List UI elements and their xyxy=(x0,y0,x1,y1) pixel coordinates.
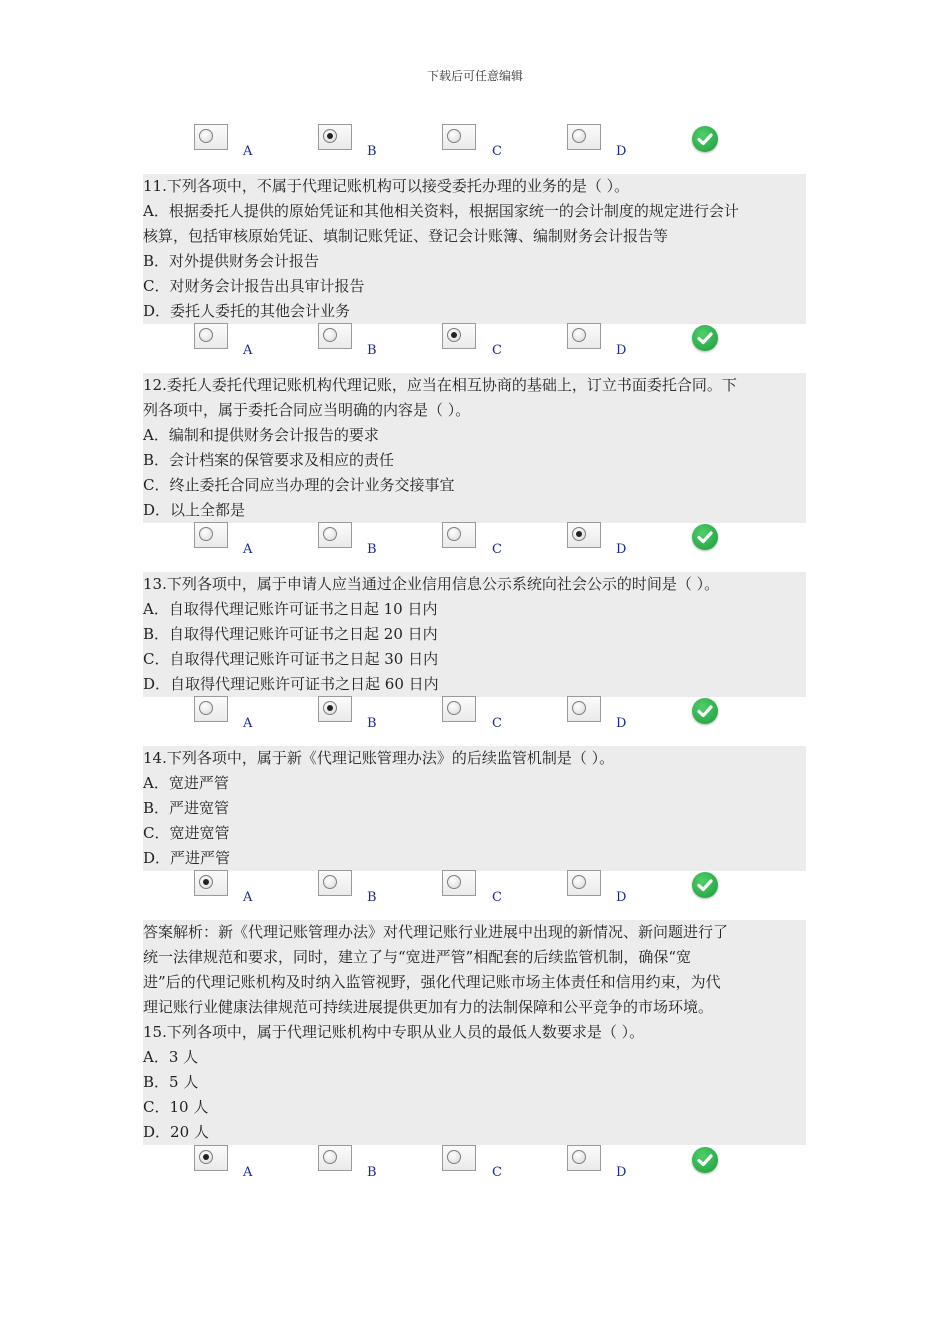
option-c-radio-box[interactable] xyxy=(442,323,476,349)
radio-button-icon[interactable] xyxy=(572,129,586,143)
explanation-text: 统一法律规范和要求，同时，建立了与“宽进严管”相配套的后续监管机制，确保“宽 xyxy=(143,948,692,966)
option-letter: D xyxy=(616,890,627,905)
option-letter: A xyxy=(243,343,253,358)
option-text: A．自取得代理记账许可证书之日起 10 日内 xyxy=(143,600,438,618)
radio-button-icon[interactable] xyxy=(199,875,213,889)
option-letter: D xyxy=(616,716,627,731)
option-a-radio-box[interactable] xyxy=(194,1145,228,1171)
option-text: B．对外提供财务会计报告 xyxy=(143,252,320,270)
option-letter: B xyxy=(367,144,377,159)
option-letter: D xyxy=(616,343,627,358)
option-letter: D xyxy=(616,1165,627,1180)
option-a-radio-box[interactable] xyxy=(194,870,228,896)
option-text: D．自取得代理记账许可证书之日起 60 日内 xyxy=(143,675,439,693)
option-b-radio-box[interactable] xyxy=(318,522,352,548)
radio-button-icon[interactable] xyxy=(323,875,337,889)
radio-button-icon[interactable] xyxy=(572,328,586,342)
option-letter: B xyxy=(367,1165,377,1180)
option-text: A．根据委托人提供的原始凭证和其他相关资料，根据国家统一的会计制度的规定进行会计 xyxy=(143,202,739,220)
radio-button-icon[interactable] xyxy=(572,1150,586,1164)
option-letter: A xyxy=(243,716,253,731)
option-c-radio-box[interactable] xyxy=(442,870,476,896)
explanation-text: 理记账行业健康法律规范可持续进展提供更加有力的法制保障和公平竞争的市场环境。 xyxy=(143,998,714,1016)
option-text: A．3 人 xyxy=(143,1048,199,1066)
option-letter: C xyxy=(492,343,502,358)
option-letter: A xyxy=(243,144,253,159)
check-circle-icon xyxy=(692,126,718,152)
option-a-radio-box[interactable] xyxy=(194,323,228,349)
radio-button-icon[interactable] xyxy=(323,328,337,342)
check-circle-icon xyxy=(692,698,718,724)
option-text: D．20 人 xyxy=(143,1123,209,1141)
option-letter: D xyxy=(616,144,627,159)
radio-button-icon[interactable] xyxy=(447,701,461,715)
radio-button-icon[interactable] xyxy=(199,129,213,143)
option-letter: B xyxy=(367,542,377,557)
check-circle-icon xyxy=(692,872,718,898)
question-text: 15.下列各项中，属于代理记账机构中专职从业人员的最低人数要求是（ ）。 xyxy=(143,1023,645,1041)
option-b-radio-box[interactable] xyxy=(318,124,352,150)
option-letter: C xyxy=(492,144,502,159)
radio-button-icon[interactable] xyxy=(447,527,461,541)
option-b-radio-box[interactable] xyxy=(318,870,352,896)
option-letter: A xyxy=(243,1165,253,1180)
option-text: C．宽进宽管 xyxy=(143,824,230,842)
option-text: C．终止委托合同应当办理的会计业务交接事宜 xyxy=(143,476,455,494)
option-text: A．编制和提供财务会计报告的要求 xyxy=(143,426,379,444)
option-d-radio-box[interactable] xyxy=(567,522,601,548)
option-d-radio-box[interactable] xyxy=(567,870,601,896)
option-c-radio-box[interactable] xyxy=(442,522,476,548)
page-header: 下载后可任意编辑 xyxy=(426,69,523,83)
question-14 xyxy=(143,746,806,871)
radio-button-icon[interactable] xyxy=(447,129,461,143)
option-text: B．5 人 xyxy=(143,1073,199,1091)
option-text: C．对财务会计报告出具审计报告 xyxy=(143,277,365,295)
option-letter: A xyxy=(243,890,253,905)
radio-button-icon[interactable] xyxy=(323,1150,337,1164)
option-letter: B xyxy=(367,343,377,358)
option-text: B．严进宽管 xyxy=(143,799,230,817)
answer-row xyxy=(143,870,806,920)
radio-button-icon[interactable] xyxy=(199,1150,213,1164)
radio-button-icon[interactable] xyxy=(323,129,337,143)
radio-button-icon[interactable] xyxy=(447,328,461,342)
option-c-radio-box[interactable] xyxy=(442,1145,476,1171)
option-text: 核算，包括审核原始凭证、填制记账凭证、登记会计账簿、编制财务会计报告等 xyxy=(143,227,669,245)
option-text: C．10 人 xyxy=(143,1098,209,1116)
question-12 xyxy=(143,373,806,523)
radio-button-icon[interactable] xyxy=(447,1150,461,1164)
option-letter: A xyxy=(243,542,253,557)
question-text: 14.下列各项中，属于新《代理记账管理办法》的后续监管机制是（ ）。 xyxy=(143,749,615,767)
option-letter: B xyxy=(367,716,377,731)
radio-button-icon[interactable] xyxy=(323,701,337,715)
check-circle-icon xyxy=(692,524,718,550)
option-d-radio-box[interactable] xyxy=(567,124,601,150)
option-text: B．自取得代理记账许可证书之日起 20 日内 xyxy=(143,625,438,643)
radio-button-icon[interactable] xyxy=(199,527,213,541)
option-letter: C xyxy=(492,716,502,731)
option-b-radio-box[interactable] xyxy=(318,696,352,722)
option-text: D．委托人委托的其他会计业务 xyxy=(143,302,351,320)
answer-row xyxy=(143,522,806,572)
option-c-radio-box[interactable] xyxy=(442,696,476,722)
answer-row xyxy=(143,124,806,174)
option-a-radio-box[interactable] xyxy=(194,124,228,150)
question-13 xyxy=(143,572,806,697)
option-d-radio-box[interactable] xyxy=(567,696,601,722)
option-b-radio-box[interactable] xyxy=(318,323,352,349)
question-text: 12.委托人委托代理记账机构代理记账，应当在相互协商的基础上，订立书面委托合同。下 xyxy=(143,376,737,394)
radio-button-icon[interactable] xyxy=(572,701,586,715)
option-c-radio-box[interactable] xyxy=(442,124,476,150)
explanation-text: 答案解析：新《代理记账管理办法》对代理记账行业进展中出现的新情况、新问题进行了 xyxy=(143,923,729,941)
option-text: D．以上全都是 xyxy=(143,501,246,519)
radio-button-icon[interactable] xyxy=(572,527,586,541)
option-letter: C xyxy=(492,1165,502,1180)
option-letter: C xyxy=(492,542,502,557)
option-d-radio-box[interactable] xyxy=(567,1145,601,1171)
option-letter: C xyxy=(492,890,502,905)
question-11 xyxy=(143,174,806,324)
check-circle-icon xyxy=(692,325,718,351)
option-letter: D xyxy=(616,542,627,557)
option-text: B．会计档案的保管要求及相应的责任 xyxy=(143,451,395,469)
question-15 xyxy=(143,920,806,1145)
option-text: C．自取得代理记账许可证书之日起 30 日内 xyxy=(143,650,439,668)
option-b-radio-box[interactable] xyxy=(318,1145,352,1171)
question-text: 13.下列各项中，属于申请人应当通过企业信用信息公示系统向社会公示的时间是（ ）。 xyxy=(143,575,720,593)
radio-button-icon[interactable] xyxy=(199,328,213,342)
explanation-text: 进”后的代理记账机构及时纳入监管视野，强化代理记账市场主体责任和信用约束，为代 xyxy=(143,973,721,991)
question-text: 列各项中，属于委托合同应当明确的内容是（ ）。 xyxy=(143,401,471,419)
option-text: D．严进严管 xyxy=(143,849,231,867)
option-a-radio-box[interactable] xyxy=(194,696,228,722)
answer-row xyxy=(143,323,806,373)
radio-button-icon[interactable] xyxy=(572,875,586,889)
option-letter: B xyxy=(367,890,377,905)
option-text: A．宽进严管 xyxy=(143,774,229,792)
option-d-radio-box[interactable] xyxy=(567,323,601,349)
radio-button-icon[interactable] xyxy=(323,527,337,541)
radio-button-icon[interactable] xyxy=(199,701,213,715)
radio-button-icon[interactable] xyxy=(447,875,461,889)
answer-row xyxy=(143,696,806,746)
check-circle-icon xyxy=(692,1147,718,1173)
answer-row xyxy=(143,1145,806,1195)
question-text: 11.下列各项中，不属于代理记账机构可以接受委托办理的业务的是（ ）。 xyxy=(143,177,630,195)
option-a-radio-box[interactable] xyxy=(194,522,228,548)
